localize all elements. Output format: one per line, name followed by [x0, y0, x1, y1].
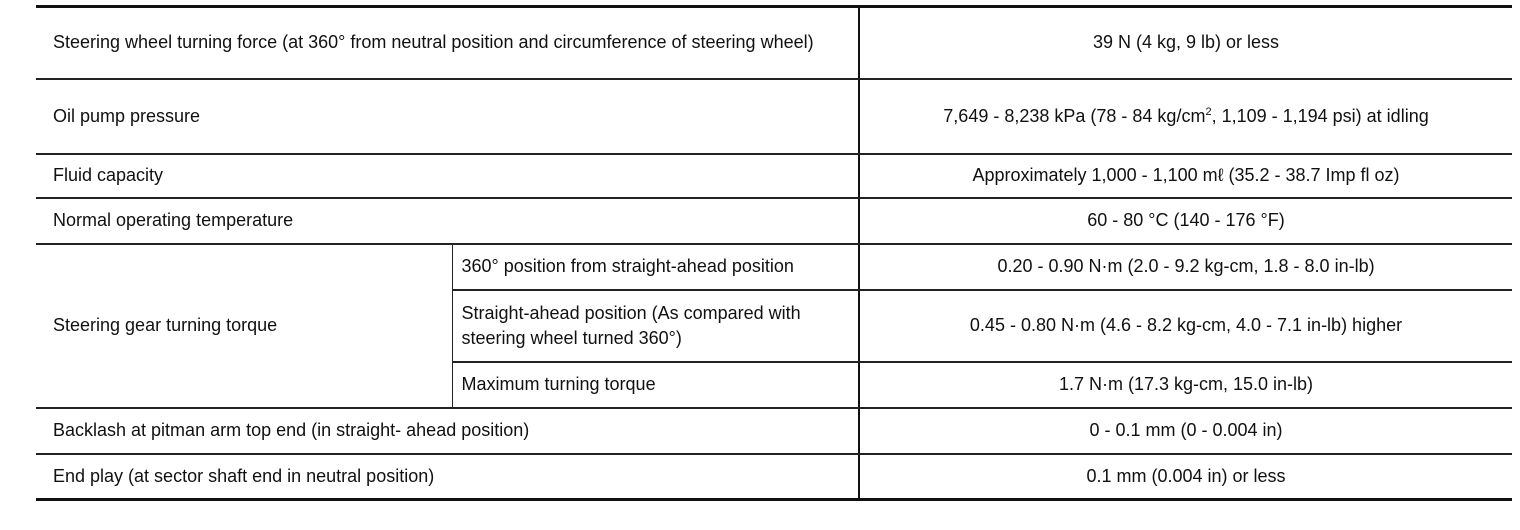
item-value — [859, 79, 1512, 154]
item-value: 0 - 0.1 mm (0 - 0.004 in) — [859, 408, 1512, 454]
value-text: 7,649 - 8,238 kPa (78 - 84 kg/cm — [943, 105, 1206, 126]
table-row — [36, 244, 1512, 290]
table-row — [36, 7, 1512, 79]
item-label: End play (at sector shaft end in neutral position) — [36, 454, 859, 500]
item-value: Approximately 1,000 - 1,100 mℓ (35.2 - 38.7 Imp fl oz) — [859, 154, 1512, 198]
table-row — [36, 454, 1512, 500]
specifications-table — [36, 5, 1512, 501]
value-text: , 1,109 - 1,194 psi) at idling — [1211, 105, 1429, 126]
item-label: Fluid capacity — [36, 154, 859, 198]
subitem-label: Maximum turning torque — [452, 362, 859, 408]
table-row — [36, 79, 1512, 154]
subitem-label: 360° position from straight-ahead position — [452, 244, 859, 290]
item-label: Normal operating temperature — [36, 198, 859, 244]
item-value: 60 - 80 °C (140 - 176 °F) — [859, 198, 1512, 244]
item-label: Backlash at pitman arm top end (in straight- ahead position) — [36, 408, 859, 454]
item-label: Oil pump pressure — [36, 79, 859, 154]
item-value: 0.20 - 0.90 N·m (2.0 - 9.2 kg-cm, 1.8 - 8.0 in-lb) — [859, 244, 1512, 290]
subitem-label: Straight-ahead position (As compared with steering wheel turned 360°) — [452, 290, 859, 362]
value-superscript: 2 — [1205, 105, 1212, 118]
item-value: 0.1 mm (0.004 in) or less — [859, 454, 1512, 500]
item-label: Steering wheel turning force (at 360° from neutral position and circumference of steering wheel) — [36, 7, 859, 79]
table-row — [36, 154, 1512, 198]
item-value: 39 N (4 kg, 9 lb) or less — [859, 7, 1512, 79]
item-label: Steering gear turning torque — [36, 244, 452, 408]
item-value: 0.45 - 0.80 N·m (4.6 - 8.2 kg-cm, 4.0 - 7.1 in-lb) higher — [859, 290, 1512, 362]
table-row — [36, 198, 1512, 244]
table-row — [36, 408, 1512, 454]
item-value: 1.7 N·m (17.3 kg-cm, 15.0 in-lb) — [859, 362, 1512, 408]
